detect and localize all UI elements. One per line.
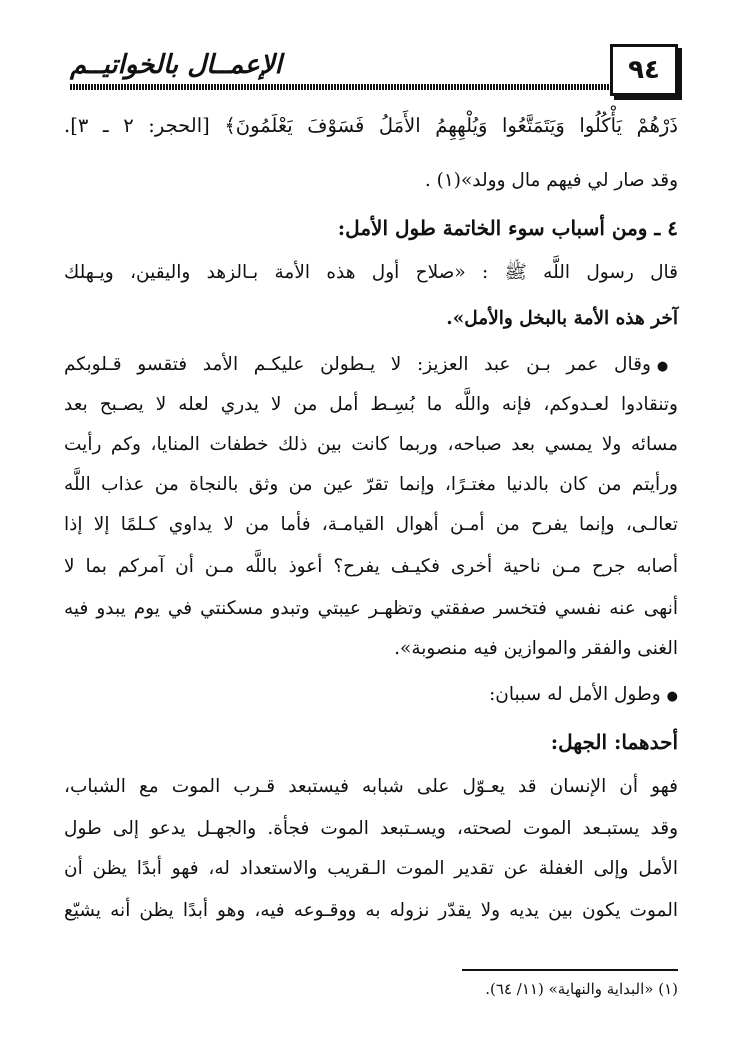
header-rule [70, 84, 610, 90]
page-header [70, 44, 678, 96]
paragraph-line: الغنى والفقر والموازين فيه منصوبة». [394, 638, 678, 659]
paragraph-line: ورأيتم من كان بالدنيا مغتـرًا، وإنما تقرّ عين من وثق بالنجاة من عذاب اللَّه [64, 474, 678, 495]
paragraph-line: أصابه جرح مـن ناحية أخرى فكيـف يفرح؟ أعوذ باللَّه مـن أن آمركم بما لا [64, 556, 678, 577]
paragraph-line: أنهى عنه نفسي فتخسر صفقتي وتظهـر عيبتي وتبدو مسكنتي في يوم يبدو فيه [64, 598, 678, 619]
paragraph-line: ● وقال عمر بـن عبد العزيز: لا يـطولن عليكـم الأمد فتقسو قـلوبكم [64, 354, 678, 375]
paragraph-line: مسائه ولا يمسي بعد صباحه، وربما كانت بين ذلك خطفات المنايا، وكم رأيت [64, 434, 678, 455]
paragraph-line: ● وطول الأمل له سببان: [64, 684, 678, 705]
section-heading: ٤ ـ ومن أسباب سوء الخاتمة طول الأمل: [337, 216, 678, 240]
paragraph-line: تعالـى، وإنما يفرح من أمـن أهوال القيامـة، فأما من لا يداوي كـلمًا إلا إذا [64, 514, 678, 535]
paragraph-line: فهو أن الإنسان قد يعـوّل على شبابه فيستبعد قـرب الموت مع الشباب، [64, 776, 678, 797]
running-title: الإعمــال بالخواتيــم [70, 50, 282, 80]
hadith-line: آخر هذه الأمة بالبخل والأمل». [446, 308, 678, 329]
verse-line: ذَرْهُمْ يَأْكُلُوا وَيَتَمَتَّعُوا وَيُلْهِهِمُ الأَمَلُ فَسَوْفَ يَعْلَمُونَ﴾ [الحجر: ٢ ـ ٣]. [64, 114, 678, 137]
hadith-line: قال رسول اللَّه ﷺ : «صلاح أول هذه الأمة بـالزهد واليقين، ويـهلك [64, 262, 678, 283]
paragraph-line: وقد يستبـعد الموت لصحته، ويسـتبعد الموت فجأة. والجهـل يدعو إلى طول [64, 818, 678, 839]
footnote: (١) «البداية والنهاية» (١١/ ٦٤). [485, 980, 678, 998]
paragraph-line: وتنقادوا لعـدوكم، فإنه واللَّه ما بُسِـط أمل من لا يدري لعله لا يصـبح بعد [64, 394, 678, 415]
subheading: أحدهما: الجهل: [550, 730, 678, 754]
footnote-rule [462, 969, 678, 971]
page-number: ٩٤ [610, 44, 678, 96]
paragraph-line: الأمل وإلى الغفلة عن تقدير الموت الـقريب والاستعداد له، فهو أبدًا يظن أن [64, 858, 678, 879]
paragraph-line: الموت يكون بين يديه ولا يقدّر نزوله به ووقـوعه فيه، وهو أبدًا يظن أنه يشيّع [64, 900, 678, 921]
text-line: وقد صار لي فيهم مال وولد»(١) . [424, 170, 678, 191]
